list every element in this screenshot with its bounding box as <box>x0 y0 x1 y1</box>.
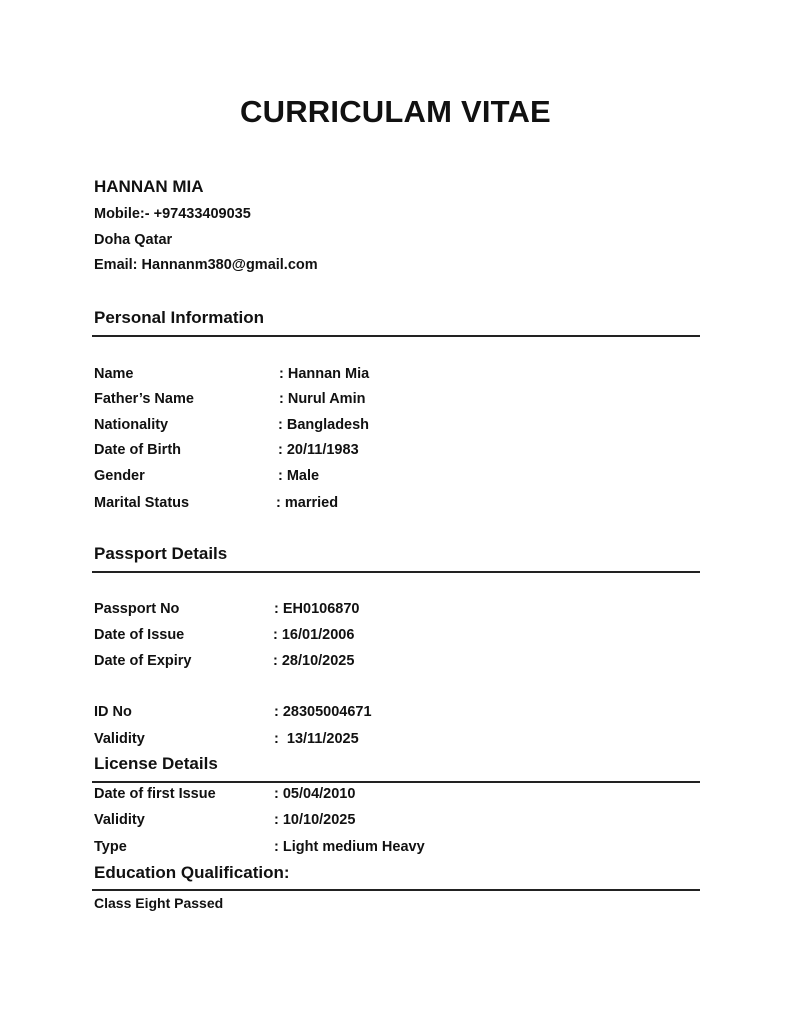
row-value: : 10/10/2025 <box>274 812 356 828</box>
location: Doha Qatar <box>94 232 173 248</box>
mobile-number: Mobile:- +97433409035 <box>94 206 251 222</box>
row-value: : 05/04/2010 <box>274 786 356 802</box>
row-label: Nationality <box>94 417 169 433</box>
section-divider <box>92 571 700 573</box>
section-divider <box>92 335 700 337</box>
row-label: Date of Issue <box>94 627 185 643</box>
section-heading-license: License Details <box>94 754 218 773</box>
row-label: Date of first Issue <box>94 786 216 802</box>
education-item-text: Class Eight Passed <box>94 895 224 911</box>
row-value: : 16/01/2006 <box>273 627 355 643</box>
section-heading-education: Education Qualification: <box>94 863 290 882</box>
section-divider <box>92 889 700 891</box>
document-title: CURRICULAM VITAE <box>240 94 551 129</box>
row-value: : Hannan Mia <box>279 366 370 382</box>
row-label: Date of Birth <box>94 442 181 458</box>
row-value: : 28305004671 <box>274 704 372 720</box>
row-value: : Bangladesh <box>278 417 370 433</box>
row-label: Date of Expiry <box>94 653 192 669</box>
email-address: Email: Hannanm380@gmail.com <box>94 257 318 273</box>
applicant-name: HANNAN MIA <box>94 177 204 196</box>
row-label: Name <box>94 366 134 382</box>
row-value: : 28/10/2025 <box>273 653 355 669</box>
section-heading-passport: Passport Details <box>94 544 228 563</box>
section-heading-personal: Personal Information <box>94 308 265 327</box>
row-label: Marital Status <box>94 495 190 511</box>
row-value: : Light medium Heavy <box>274 839 425 855</box>
row-label: Validity <box>94 812 145 828</box>
row-label: ID No <box>94 704 132 720</box>
row-value: : EH0106870 <box>274 601 360 617</box>
row-value: : married <box>276 495 339 511</box>
row-value: : 20/11/1983 <box>278 442 359 458</box>
section-divider <box>92 781 700 783</box>
row-label: Type <box>94 839 127 855</box>
row-value: : Male <box>278 468 320 484</box>
row-label: Validity <box>94 731 145 747</box>
row-label: Passport No <box>94 601 180 617</box>
row-label: Gender <box>94 468 145 484</box>
row-value: : Nurul Amin <box>279 391 366 407</box>
row-label: Father’s Name <box>94 391 194 407</box>
row-value: : 13/11/2025 <box>274 731 359 747</box>
